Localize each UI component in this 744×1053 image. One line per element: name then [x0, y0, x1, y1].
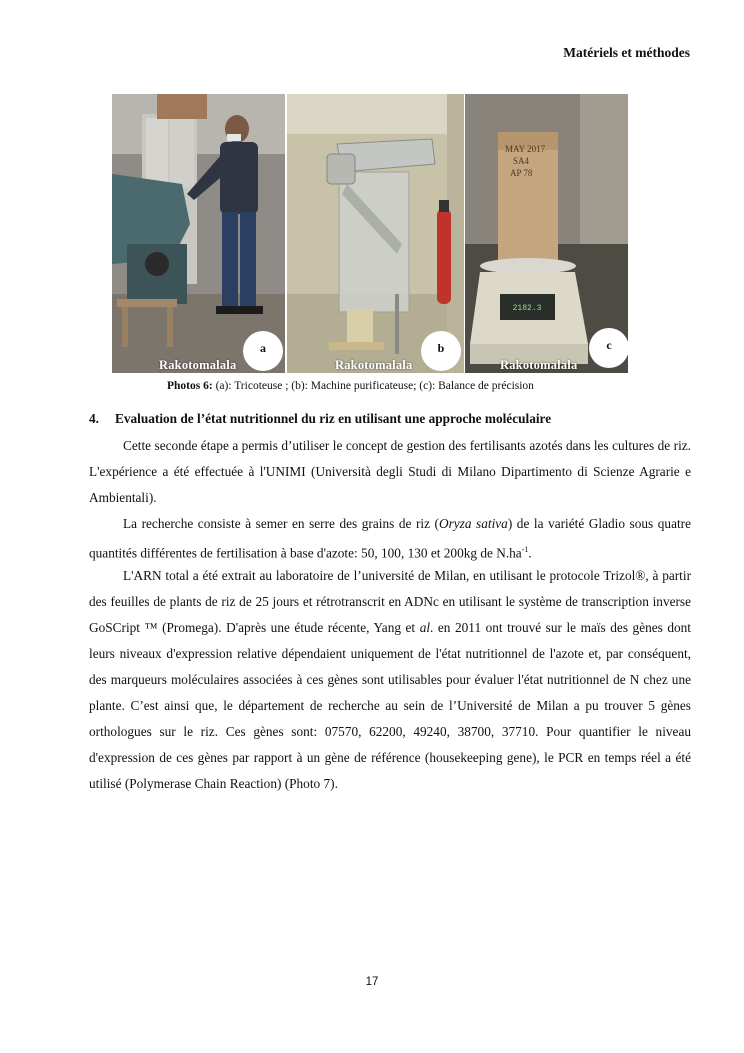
photo-c-watermark: Rakotomalala — [500, 358, 578, 372]
caption-text: (a): Tricoteuse ; (b): Machine purificateuse; (c): Balance de précision — [215, 380, 534, 392]
photo-a-letter: a — [243, 331, 283, 371]
et-al: al — [419, 620, 431, 635]
unit-exponent: -1 — [521, 545, 529, 554]
photo-b-letter: b — [421, 331, 461, 371]
paragraph-3 — [89, 563, 691, 797]
page-number: 17 — [365, 976, 379, 988]
bag-line-2: SA4 — [513, 156, 530, 166]
photo-machine-purificateuse — [287, 94, 464, 373]
paragraph-2 — [89, 511, 691, 566]
caption-label: Photos 6: — [167, 380, 213, 392]
photo-a-watermark: Rakotomalala — [159, 358, 237, 372]
paragraph-3-text-a: L'ARN total a été extrait au laboratoire de l’université de Milan, en utilisant le protocole Trizol®, à partir des feuilles de plants de riz de 25 jours et rétrotranscrit en ADNc en utilisant le système de transcription inverse GoSCript ™ (Promega). D'après une étude récente, Yang et — [89, 568, 691, 635]
bag-line-3: AP 78 — [510, 168, 533, 178]
paragraph-2-end: . — [528, 545, 532, 561]
paragraph-3-text-b: . en 2011 ont trouvé sur le maïs des gènes dont leurs niveaux d'expression relative dépendaient uniquement de l'état nutritionnel de l'azote et, par conséquent, des marqueurs moléculaires associées à ces gènes sont utilisables pour évaluer l'état nutritionnel de N chez une plante. C’est ainsi que, le département de recherche au sein de l’Université de Milan a pu trouver 5 gènes orthologues sur le riz. Ces gènes sont: 07570, 62200, 49240, 38700, 37710. Pour quantifier le niveau d'expression de ces gènes par rapport à un gène de référence (housekeeping gene), le PCR en temps réel a été utilisé (Polymerase Chain Reaction) (Photo 7). — [89, 620, 692, 791]
page-header-title: Matériels et méthodes — [563, 45, 690, 60]
photo-c-letter: c — [589, 328, 628, 368]
paragraph-1 — [89, 433, 691, 511]
photo-balance-precision — [465, 94, 628, 373]
photo-strip — [112, 94, 628, 373]
photo-b-watermark: Rakotomalala — [335, 358, 413, 372]
photo-tricoteuse — [112, 94, 285, 373]
section-number: 4. — [89, 411, 99, 426]
species-name: Oryza sativa — [438, 516, 508, 531]
bag-line-1: MAY 2017 — [505, 144, 546, 154]
paragraph-2-text-a: La recherche consiste à semer en serre des grains de riz ( — [123, 516, 439, 531]
paragraph-1-text: Cette seconde étape a permis d’utiliser le concept de gestion des fertilisants azotés dans les cultures de riz. L'expérience a été effectuée à l'UNIMI (Università degli Studi di Milano Dipartimento di Scienze Agrarie e Ambientali). — [89, 438, 691, 505]
paragraph-2-text-b: ) de la variété Gladio sous quatre quantités différentes de fertilisation à base d'azote: 50, 100, 130 et 200kg de N.ha — [89, 516, 691, 561]
section-title: Evaluation de l’état nutritionnel du riz en utilisant une approche moléculaire — [115, 411, 552, 426]
section-heading — [89, 411, 551, 427]
photo-caption — [167, 380, 534, 392]
scale-display-text: 2182.3 — [512, 304, 542, 313]
